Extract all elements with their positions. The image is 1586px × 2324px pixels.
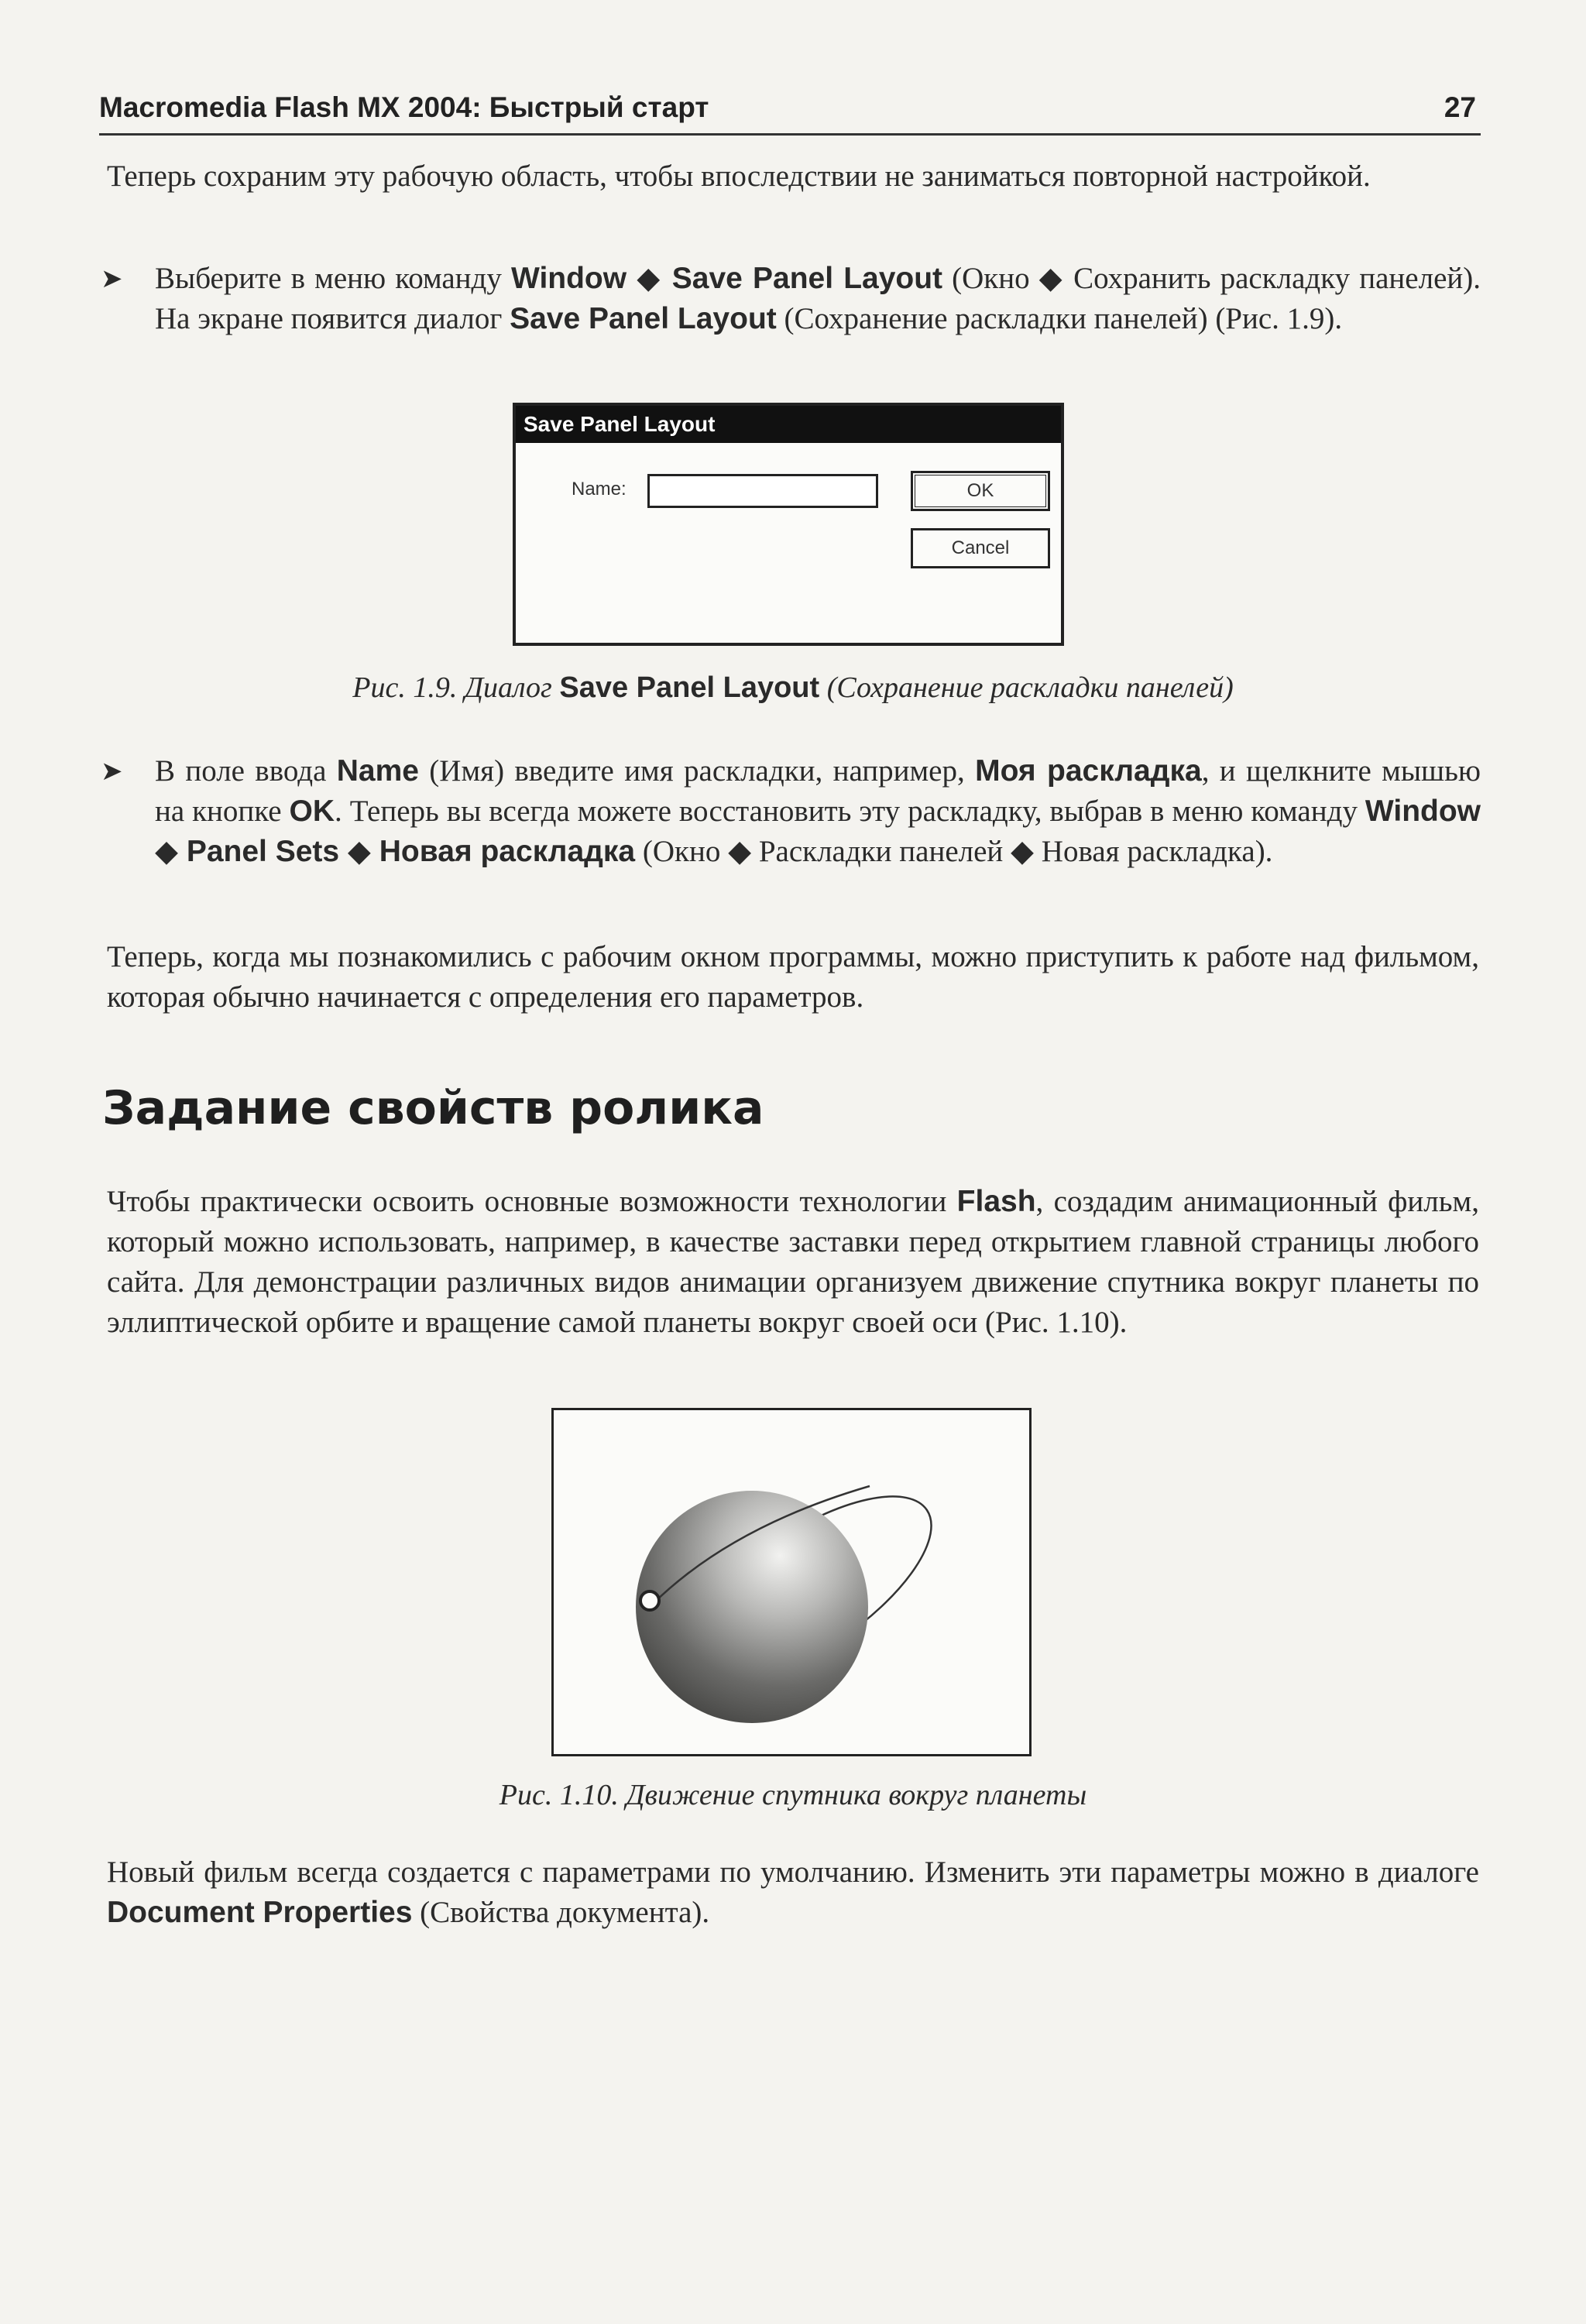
menu-command: Window ◆ Save Panel Layout <box>510 262 943 295</box>
paragraph-document-properties: Новый фильм всегда создается с параметрами по умолчанию. Изменить эти параметры можно в диалоге Document Properties (Свойства документа). <box>107 1855 1479 1929</box>
cancel-button[interactable]: Cancel <box>911 528 1050 568</box>
page-number: 27 <box>1444 91 1476 123</box>
paragraph-save-workspace: Теперь сохраним эту рабочую область, чтобы впоследствии не заниматься повторной настройкой. <box>107 160 1371 193</box>
paragraph-next-step: Теперь, когда мы познакомились с рабочим окном программы, можно приступить к работе над фильмом, которая обычно начинается с определения его параметров. <box>107 940 1479 1014</box>
running-head-title: Macromedia Flash MX 2004: Быстрый старт <box>99 91 709 123</box>
bullet-select-menu: ➤ Выберите в меню команду Window ◆ Save Panel Layout (Окно ◆ Сохранить раскладку панелей). На экране появится диалог Save Panel Layout (Сохранение раскладки панелей) (Рис. 1.9). <box>155 259 1481 339</box>
ok-button[interactable]: OK <box>911 471 1050 511</box>
section-heading: Задание свойств ролика <box>102 1081 764 1135</box>
dialog-title-bar: Save Panel Layout <box>516 406 1061 443</box>
figure-caption-1-9: Рис. 1.9. Диалог Save Panel Layout (Сохранение раскладки панелей) <box>352 671 1234 704</box>
bullet-arrow-icon: ➤ <box>101 263 123 294</box>
satellite <box>640 1591 659 1610</box>
save-panel-layout-dialog <box>513 403 1064 646</box>
name-input[interactable] <box>647 474 878 508</box>
bullet-arrow-icon: ➤ <box>101 756 123 787</box>
figure-caption-1-10: Рис. 1.10. Движение спутника вокруг планеты <box>499 1779 1087 1811</box>
figure-satellite-orbit <box>551 1408 1032 1756</box>
planet <box>636 1491 868 1723</box>
planet-orbit-illustration <box>554 1410 1029 1754</box>
paragraph-animation-intro: Чтобы практически освоить основные возможности технологии Flash, создадим анимационный фильм, который можно использовать, например, в качестве заставки перед открытием главной страницы любого сайта. Для демонстрации различных видов анимации организуем движение спутника вокруг планеты по эллиптической орбите и вращение самой планеты вокруг своей оси (Рис. 1.10). <box>107 1185 1479 1339</box>
running-head <box>99 87 1481 136</box>
dialog-name-ref: Save Panel Layout <box>510 302 777 335</box>
name-label: Name: <box>572 479 627 499</box>
bullet-enter-name: ➤ В поле ввода Name (Имя) введите имя раскладки, например, Моя раскладка, и щелкните мышью на кнопке OK. Теперь вы всегда можете восстановить эту раскладку, выбрав в меню команду Window ◆ Panel Sets ◆ Новая раскладка (Окно ◆ Раскладки панелей ◆ Новая раскладка). <box>155 751 1481 872</box>
